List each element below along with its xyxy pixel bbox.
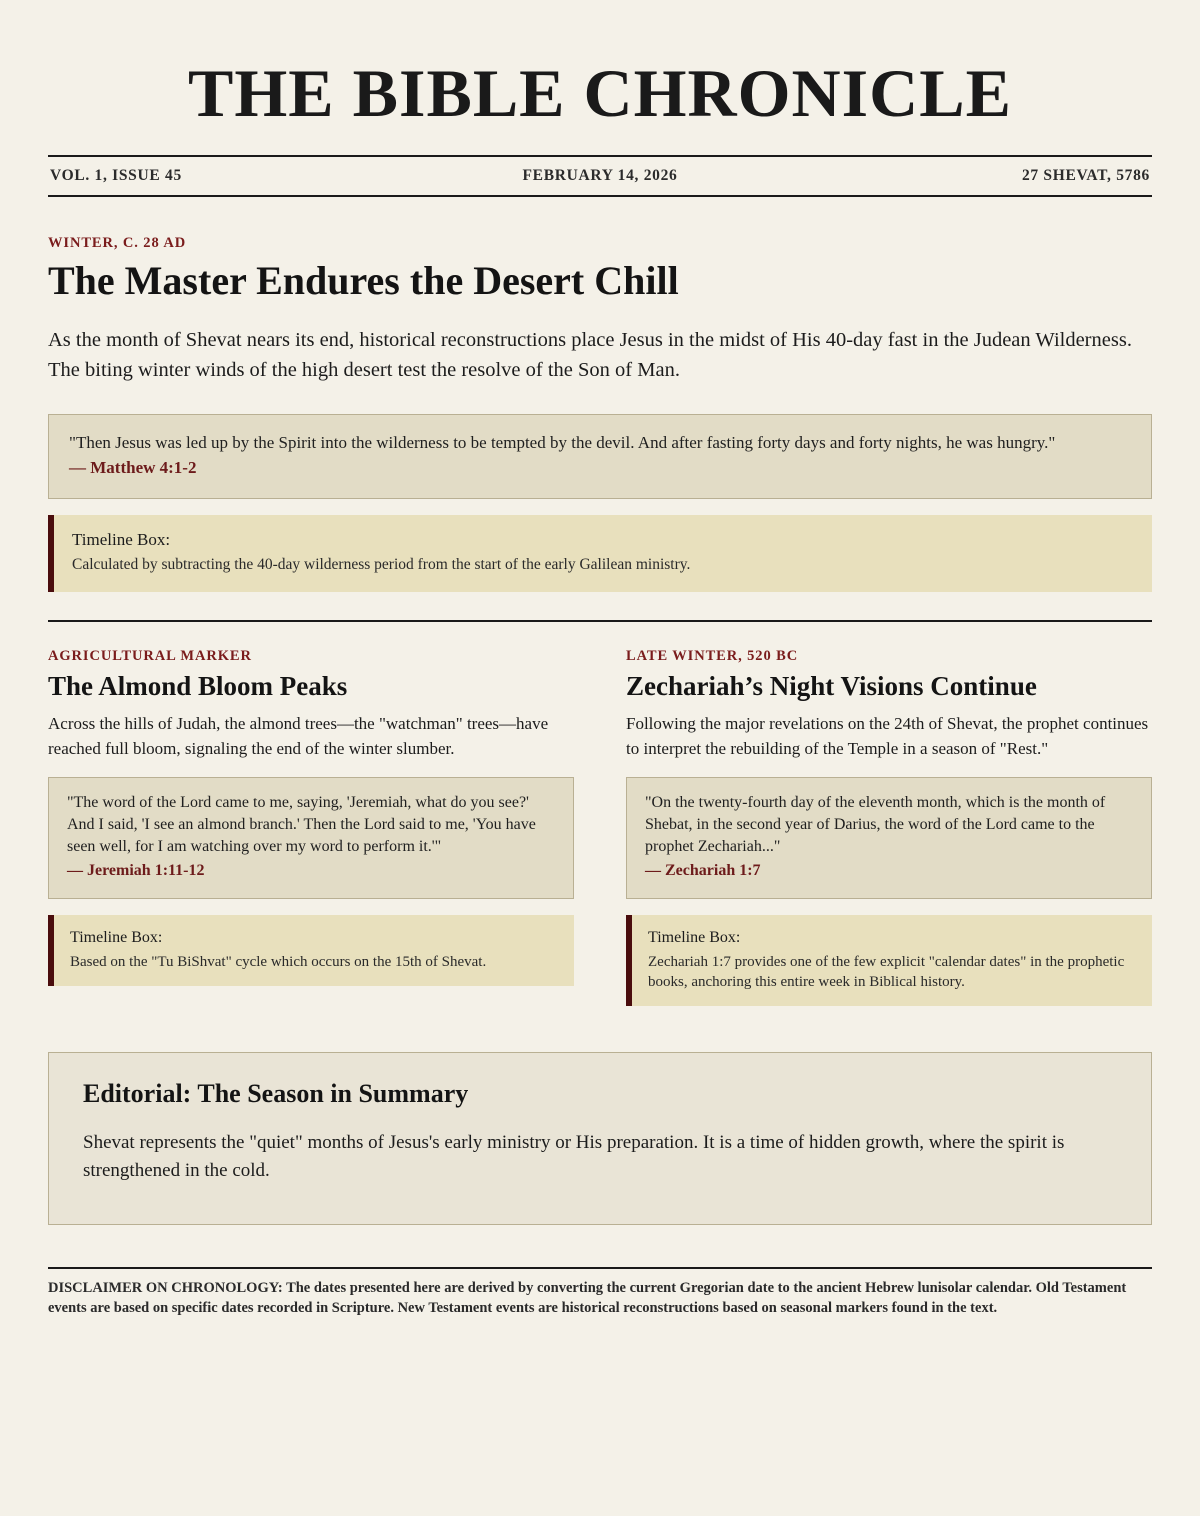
story-timeline-box-left [48, 915, 574, 986]
story-timeline-label-left: Timeline Box: [70, 929, 163, 947]
story-kicker-right: LATE WINTER, 520 BC [626, 647, 799, 664]
lead-body-text: As the month of Shevat nears its end, historical reconstructions place Jesus in the midst of His 40-day fast in the Judean Wilderness. The biting winter winds of the high desert test the resolve of the Son of Man. [48, 329, 1132, 382]
footer [48, 1267, 1152, 1318]
hebrew-date: 27 SHEVAT, 5786 [1021, 167, 1151, 185]
issue-number: VOL. 1, ISSUE 45 [50, 167, 182, 185]
secondary-stories [48, 648, 1152, 1007]
editorial-title: Editorial: The Season in Summary [83, 1079, 469, 1109]
story-body-right: Following the major revelations on the 24th of Shevat, the prophet continues to interpret the rebuilding of the Temple in a season of "Rest." [626, 714, 1149, 758]
story-scripture-box-right [626, 777, 1152, 899]
story-timeline-text-right: Zechariah 1:7 provides one of the few explicit "calendar dates" in the prophetic books, anchoring this entire week in Biblical history. [648, 953, 1125, 990]
story-scripture-text-left: "The word of the Lord came to me, saying, 'Jeremiah, what do you see?' And I said, 'I see an almond branch.' Then the Lord said to me, 'You have seen well, for I am watching over my word to perform it.'" [67, 793, 536, 855]
story-kicker-left: AGRICULTURAL MARKER [48, 647, 252, 664]
masthead [48, 55, 1152, 197]
story-scripture-reference-left: — Jeremiah 1:11-12 [67, 861, 205, 879]
lead-timeline-box [48, 515, 1152, 592]
lead-scripture-text: "Then Jesus was led up by the Spirit into the wilderness to be tempted by the devil. And after fasting forty days and forty nights, he was hungry." [69, 432, 1056, 452]
editorial-box [48, 1052, 1152, 1225]
story-scripture-reference-right: — Zechariah 1:7 [645, 861, 761, 879]
section-divider [48, 620, 1152, 622]
footer-divider [48, 1267, 1152, 1269]
story-timeline-box-right [626, 915, 1152, 1006]
story-scripture-box-left [48, 777, 574, 899]
story-body-left: Across the hills of Judah, the almond trees—the "watchman" trees—have reached full bloom, signaling the end of the winter slumber. [48, 714, 549, 758]
story-headline-right: Zechariah’s Night Visions Continue [626, 670, 1037, 701]
page-title: THE BIBLE CHRONICLE [188, 55, 1012, 131]
lead-story [48, 235, 1152, 621]
story-timeline-label-right: Timeline Box: [648, 929, 741, 947]
lead-scripture-box [48, 414, 1152, 499]
lead-kicker: WINTER, C. 28 AD [48, 235, 187, 252]
lead-headline: The Master Endures the Desert Chill [48, 258, 679, 304]
story-timeline-text-left: Based on the "Tu BiShvat" cycle which occurs on the 15th of Shevat. [70, 953, 487, 970]
gregorian-date: FEBRUARY 14, 2026 [522, 167, 678, 185]
lead-timeline-label: Timeline Box: [72, 529, 171, 549]
story-almond-bloom [48, 648, 574, 1007]
story-zechariah-visions [626, 648, 1152, 1007]
story-headline-left: The Almond Bloom Peaks [48, 670, 348, 701]
chronology-disclaimer: DISCLAIMER ON CHRONOLOGY: The dates presented here are derived by converting the current Gregorian date to the ancient Hebrew lunisolar calendar. Old Testament events are based on specific dates recorded in Scripture. New Testament events are historical reconstructions based on seasonal markers found in the text. [48, 1280, 1127, 1316]
lead-timeline-text: Calculated by subtracting the 40-day wilderness period from the start of the early Galilean ministry. [72, 555, 691, 573]
lead-scripture-reference: — Matthew 4:1-2 [69, 458, 197, 478]
editorial-body: Shevat represents the "quiet" months of Jesus's early ministry or His preparation. It is a time of hidden growth, where the spirit is strengthened in the cold. [83, 1132, 1065, 1181]
story-scripture-text-right: "On the twenty-fourth day of the eleventh month, which is the month of Shebat, in the second year of Darius, the word of the Lord came to the prophet Zechariah..." [645, 793, 1106, 855]
masthead-info-bar [48, 157, 1152, 197]
